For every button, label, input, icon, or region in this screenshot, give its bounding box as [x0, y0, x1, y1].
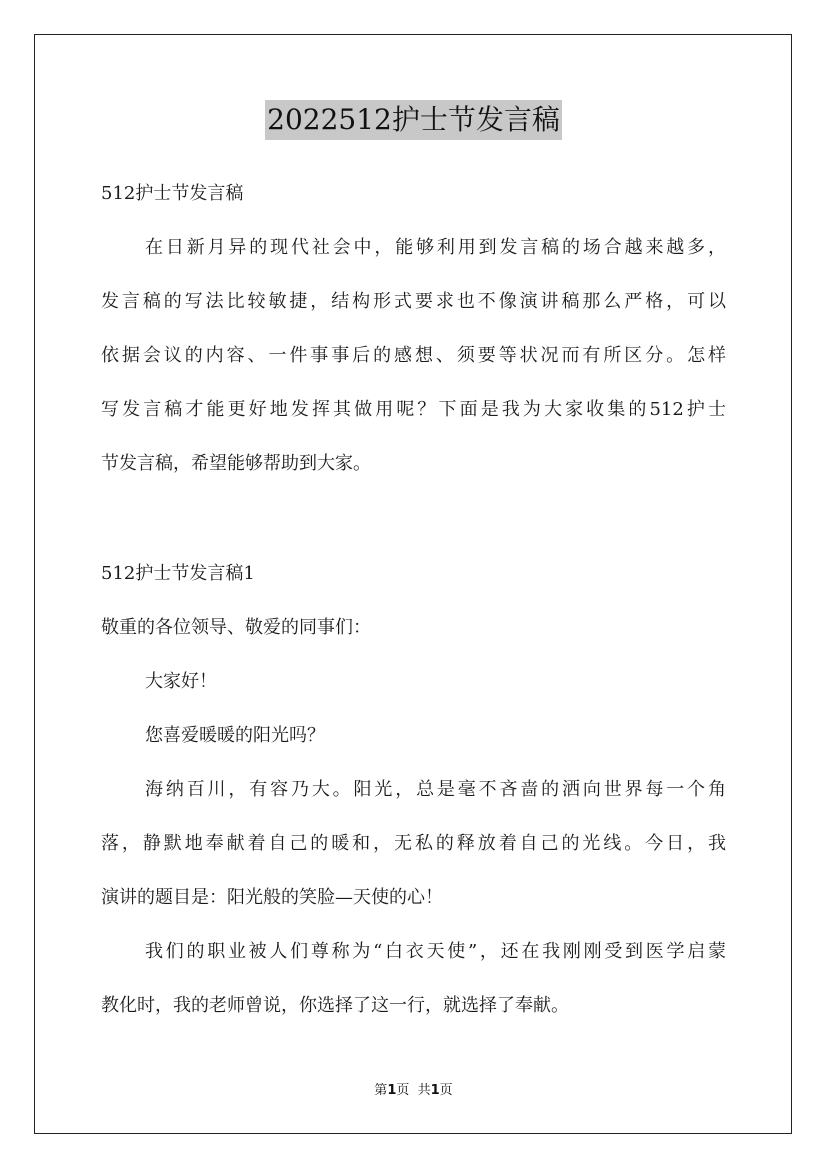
title-container — [0, 100, 827, 140]
page-total-number: 1 — [430, 1083, 440, 1098]
paragraph1-line-1: 海纳百川，有容乃大。阳光，总是毫不吝啬的洒向世界每一个角 — [145, 779, 726, 800]
section-heading: 512护士节发言稿1 — [101, 563, 255, 584]
paragraph1-line-2: 落，静默地奉献着自己的暖和，无私的释放着自己的光线。今日，我 — [101, 833, 726, 854]
paragraph2-line-1: 我们的职业被人们尊称为“白衣天使”，还在我刚刚受到医学启蒙 — [145, 941, 726, 962]
intro-line-3: 依据会议的内容、一件事事后的感想、须要等状况而有所区分。怎样 — [101, 345, 726, 366]
document-title: 2022512护士节发言稿 — [265, 100, 562, 140]
page-current-number: 1 — [387, 1083, 397, 1098]
page-suffix: 页 — [439, 1083, 453, 1098]
intro-line-4: 写发言稿才能更好地发挥其做用呢？下面是我为大家收集的512护士 — [101, 399, 726, 420]
subtitle: 512护士节发言稿 — [101, 183, 244, 204]
intro-line-1: 在日新月异的现代社会中，能够利用到发言稿的场合越来越多， — [145, 237, 726, 258]
salutation: 敬重的各位领导、敬爱的同事们： — [101, 617, 371, 638]
intro-line-2: 发言稿的写法比较敏捷，结构形式要求也不像演讲稿那么严格，可以 — [101, 291, 726, 312]
page-mid: 页 共 — [396, 1083, 431, 1098]
page-footer — [0, 1082, 827, 1100]
paragraph1-line-3: 演讲的题目是：阳光般的笑脸—天使的心！ — [101, 887, 443, 908]
page-prefix: 第 — [374, 1083, 388, 1098]
intro-line-5: 节发言稿，希望能够帮助到大家。 — [101, 453, 371, 474]
question: 您喜爱暖暖的阳光吗？ — [145, 725, 325, 746]
paragraph2-line-2: 教化时，我的老师曾说，你选择了这一行，就选择了奉献。 — [101, 995, 569, 1016]
greeting: 大家好！ — [145, 671, 217, 692]
